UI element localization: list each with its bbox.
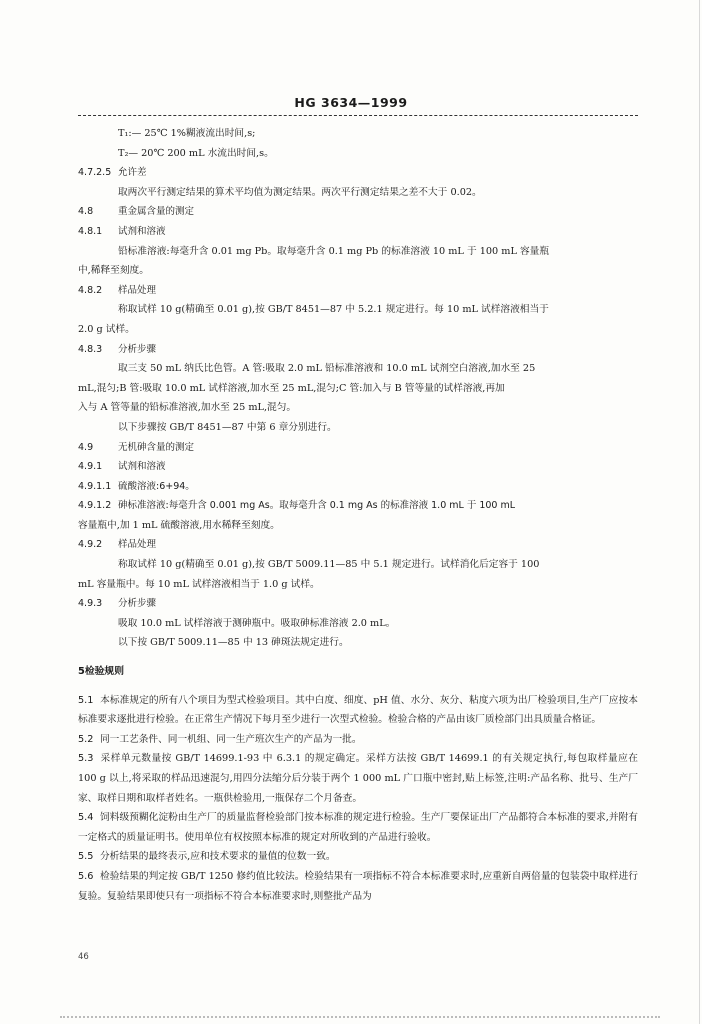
text-line: 以下按 GB/T 5009.11—85 中 13 砷斑法规定进行。 bbox=[118, 637, 349, 649]
section-title: 允许差 bbox=[118, 167, 147, 179]
clause-paragraph bbox=[78, 749, 638, 808]
document-body bbox=[78, 124, 638, 906]
page-number: 46 bbox=[78, 952, 89, 962]
text-line: T₂— 20℃ 200 mL 水流出时间,s。 bbox=[118, 147, 274, 159]
text-line: T₁:— 25℃ 1%糊液流出时间,s; bbox=[118, 128, 256, 139]
section-number: 4.9.2 bbox=[78, 539, 103, 551]
clause-text: 分析结果的最终表示,应和技术要求的量值的位数一致。 bbox=[100, 851, 336, 863]
section-title: 无机砷含量的测定 bbox=[118, 441, 195, 453]
section-heading bbox=[78, 438, 638, 458]
text-line: mL 容量瓶中。每 10 mL 试样溶液相当于 1.0 g 试样。 bbox=[78, 578, 320, 590]
section-title: 试剂和溶液 bbox=[118, 225, 166, 237]
clause-paragraph bbox=[78, 730, 638, 750]
clause-number: 5.4 bbox=[78, 812, 94, 824]
section-title: 重金属含量的测定 bbox=[118, 206, 195, 218]
page-header: HG 3634—1999 bbox=[294, 95, 408, 110]
section-heading bbox=[78, 477, 638, 497]
section-title: 检验规则 bbox=[84, 666, 125, 678]
section-heading bbox=[78, 340, 638, 360]
text-line: mL,混匀;B 管:吸取 10.0 mL 试样溶液,加水至 25 mL,混匀;C 管:加入与 B 管等量的试样溶液,再加 bbox=[78, 382, 505, 394]
clause-paragraph bbox=[78, 691, 638, 730]
text-line: 吸取 10.0 mL 试样溶液于测砷瓶中。吸取砷标准溶液 2.0 mL。 bbox=[118, 617, 396, 629]
text-line: 取两次平行测定结果的算术平均值为测定结果。两次平行测定结果之差不大于 0.02。 bbox=[118, 186, 482, 198]
text-line: 取三支 50 mL 纳氏比色管。A 管:吸取 2.0 mL 铅标准溶液和 10.0 mL 试剂空白溶液,加水至 25 bbox=[118, 363, 536, 375]
section-heading bbox=[78, 202, 638, 222]
section-heading bbox=[78, 163, 638, 183]
chapter-heading bbox=[78, 662, 638, 682]
section-number: 4.9.1.2 bbox=[78, 500, 112, 512]
scan-edge bbox=[699, 0, 700, 1024]
clause-text: 饲料级预糊化淀粉由生产厂的质量监督检验部门按本标准的规定进行检验。生产厂要保证出厂产品都符合本标准的要求,并附有一定格式的质量证明书。使用单位有权按照本标准的规定对所收到的产品进行验收。 bbox=[78, 812, 638, 843]
section-title: 砷标准溶液:每毫升含 0.001 mg As。取每毫升含 0.1 mg As 的标准溶液 1.0 mL 于 100 mL bbox=[118, 500, 516, 512]
text-line: 称取试样 10 g(精确至 0.01 g),按 GB/T 5009.11—85 中 5.1 规定进行。试样消化后定容于 100 bbox=[118, 559, 540, 571]
clause-text: 检验结果的判定按 GB/T 1250 修约值比较法。检验结果有一项指标不符合本标准要求时,应重新自两倍量的包装袋中取样进行复验。复验结果即使只有一项指标不符合本标准要求时,则整批产品为 bbox=[78, 870, 638, 902]
section-number: 4.8.1 bbox=[78, 225, 103, 237]
section-number: 4.8.3 bbox=[78, 343, 103, 355]
section-title: 试剂和溶液 bbox=[118, 461, 166, 473]
text-line: 称取试样 10 g(精确至 0.01 g),按 GB/T 8451—87 中 5.2.1 规定进行。每 10 mL 试样溶液相当于 bbox=[118, 304, 549, 316]
clause-text: 本标准规定的所有八个项目为型式检验项目。其中白度、细度、pH 值、水分、灰分、粘度六项为出厂检验项目,生产厂应按本标准要求逐批进行检验。在正常生产情况下每月至少进行一次型式检验。检验合格的产品由该厂质检部门出具质量合格证。 bbox=[78, 694, 638, 726]
clause-text: 同一工艺条件、同一机组、同一生产班次生产的产品为一批。 bbox=[100, 733, 362, 745]
section-heading bbox=[78, 594, 638, 614]
clause-number: 5.6 bbox=[78, 870, 94, 882]
clause-number: 5.3 bbox=[78, 753, 94, 765]
text-line: 以下步骤按 GB/T 8451—87 中第 6 章分别进行。 bbox=[118, 421, 337, 433]
section-number: 4.9.1 bbox=[78, 461, 103, 473]
text-line: 中,稀释至刻度。 bbox=[78, 265, 149, 277]
header-rule bbox=[78, 115, 638, 116]
clause-paragraph bbox=[78, 847, 638, 867]
clause-paragraph bbox=[78, 867, 638, 906]
section-number: 4.9.3 bbox=[78, 598, 103, 610]
text-line: 2.0 g 试样。 bbox=[78, 323, 135, 335]
text-line: 入与 A 管等量的铅标准溶液,加水至 25 mL,混匀。 bbox=[78, 402, 297, 414]
section-number: 4.9 bbox=[78, 441, 94, 453]
section-number: 4.8.2 bbox=[78, 284, 103, 296]
section-number: 5 bbox=[78, 666, 85, 678]
section-heading bbox=[78, 496, 638, 516]
clause-number: 5.2 bbox=[78, 733, 94, 745]
section-title: 样品处理 bbox=[118, 539, 157, 551]
clause-paragraph bbox=[78, 808, 638, 847]
text-line: 容量瓶中,加 1 mL 硫酸溶液,用水稀释至刻度。 bbox=[78, 519, 280, 531]
clause-text: 采样单元数量按 GB/T 14699.1-93 中 6.3.1 的规定确定。采样方法按 GB/T 14699.1 的有关规定执行,每包取样量应在 100 g 以上,将采取的样品迅速混匀,用四分法缩分后分装于两个 1 000 mL 广口瓶中密封,贴上标签,注明:产品名称、批号、生产厂家、取样日期和取样者姓名。一瓶供检验用,一瓶保存二个月备查。 bbox=[78, 753, 638, 804]
section-title: 分析步骤 bbox=[118, 343, 157, 355]
section-heading bbox=[78, 281, 638, 301]
section-heading bbox=[78, 457, 638, 477]
clause-number: 5.5 bbox=[78, 851, 94, 863]
section-title: 样品处理 bbox=[118, 284, 157, 296]
section-heading bbox=[78, 535, 638, 555]
section-number: 4.7.2.5 bbox=[78, 167, 112, 179]
clause-number: 5.1 bbox=[78, 694, 94, 706]
section-number: 4.8 bbox=[78, 206, 94, 218]
scan-artifact bbox=[60, 1016, 660, 1018]
text-line: 铅标准溶液:每毫升含 0.01 mg Pb。取每毫升含 0.1 mg Pb 的标准溶液 10 mL 于 100 mL 容量瓶 bbox=[118, 245, 550, 257]
section-title: 硫酸溶液:6+94。 bbox=[118, 480, 195, 492]
section-title: 分析步骤 bbox=[118, 598, 157, 610]
section-number: 4.9.1.1 bbox=[78, 480, 112, 492]
section-heading bbox=[78, 222, 638, 242]
